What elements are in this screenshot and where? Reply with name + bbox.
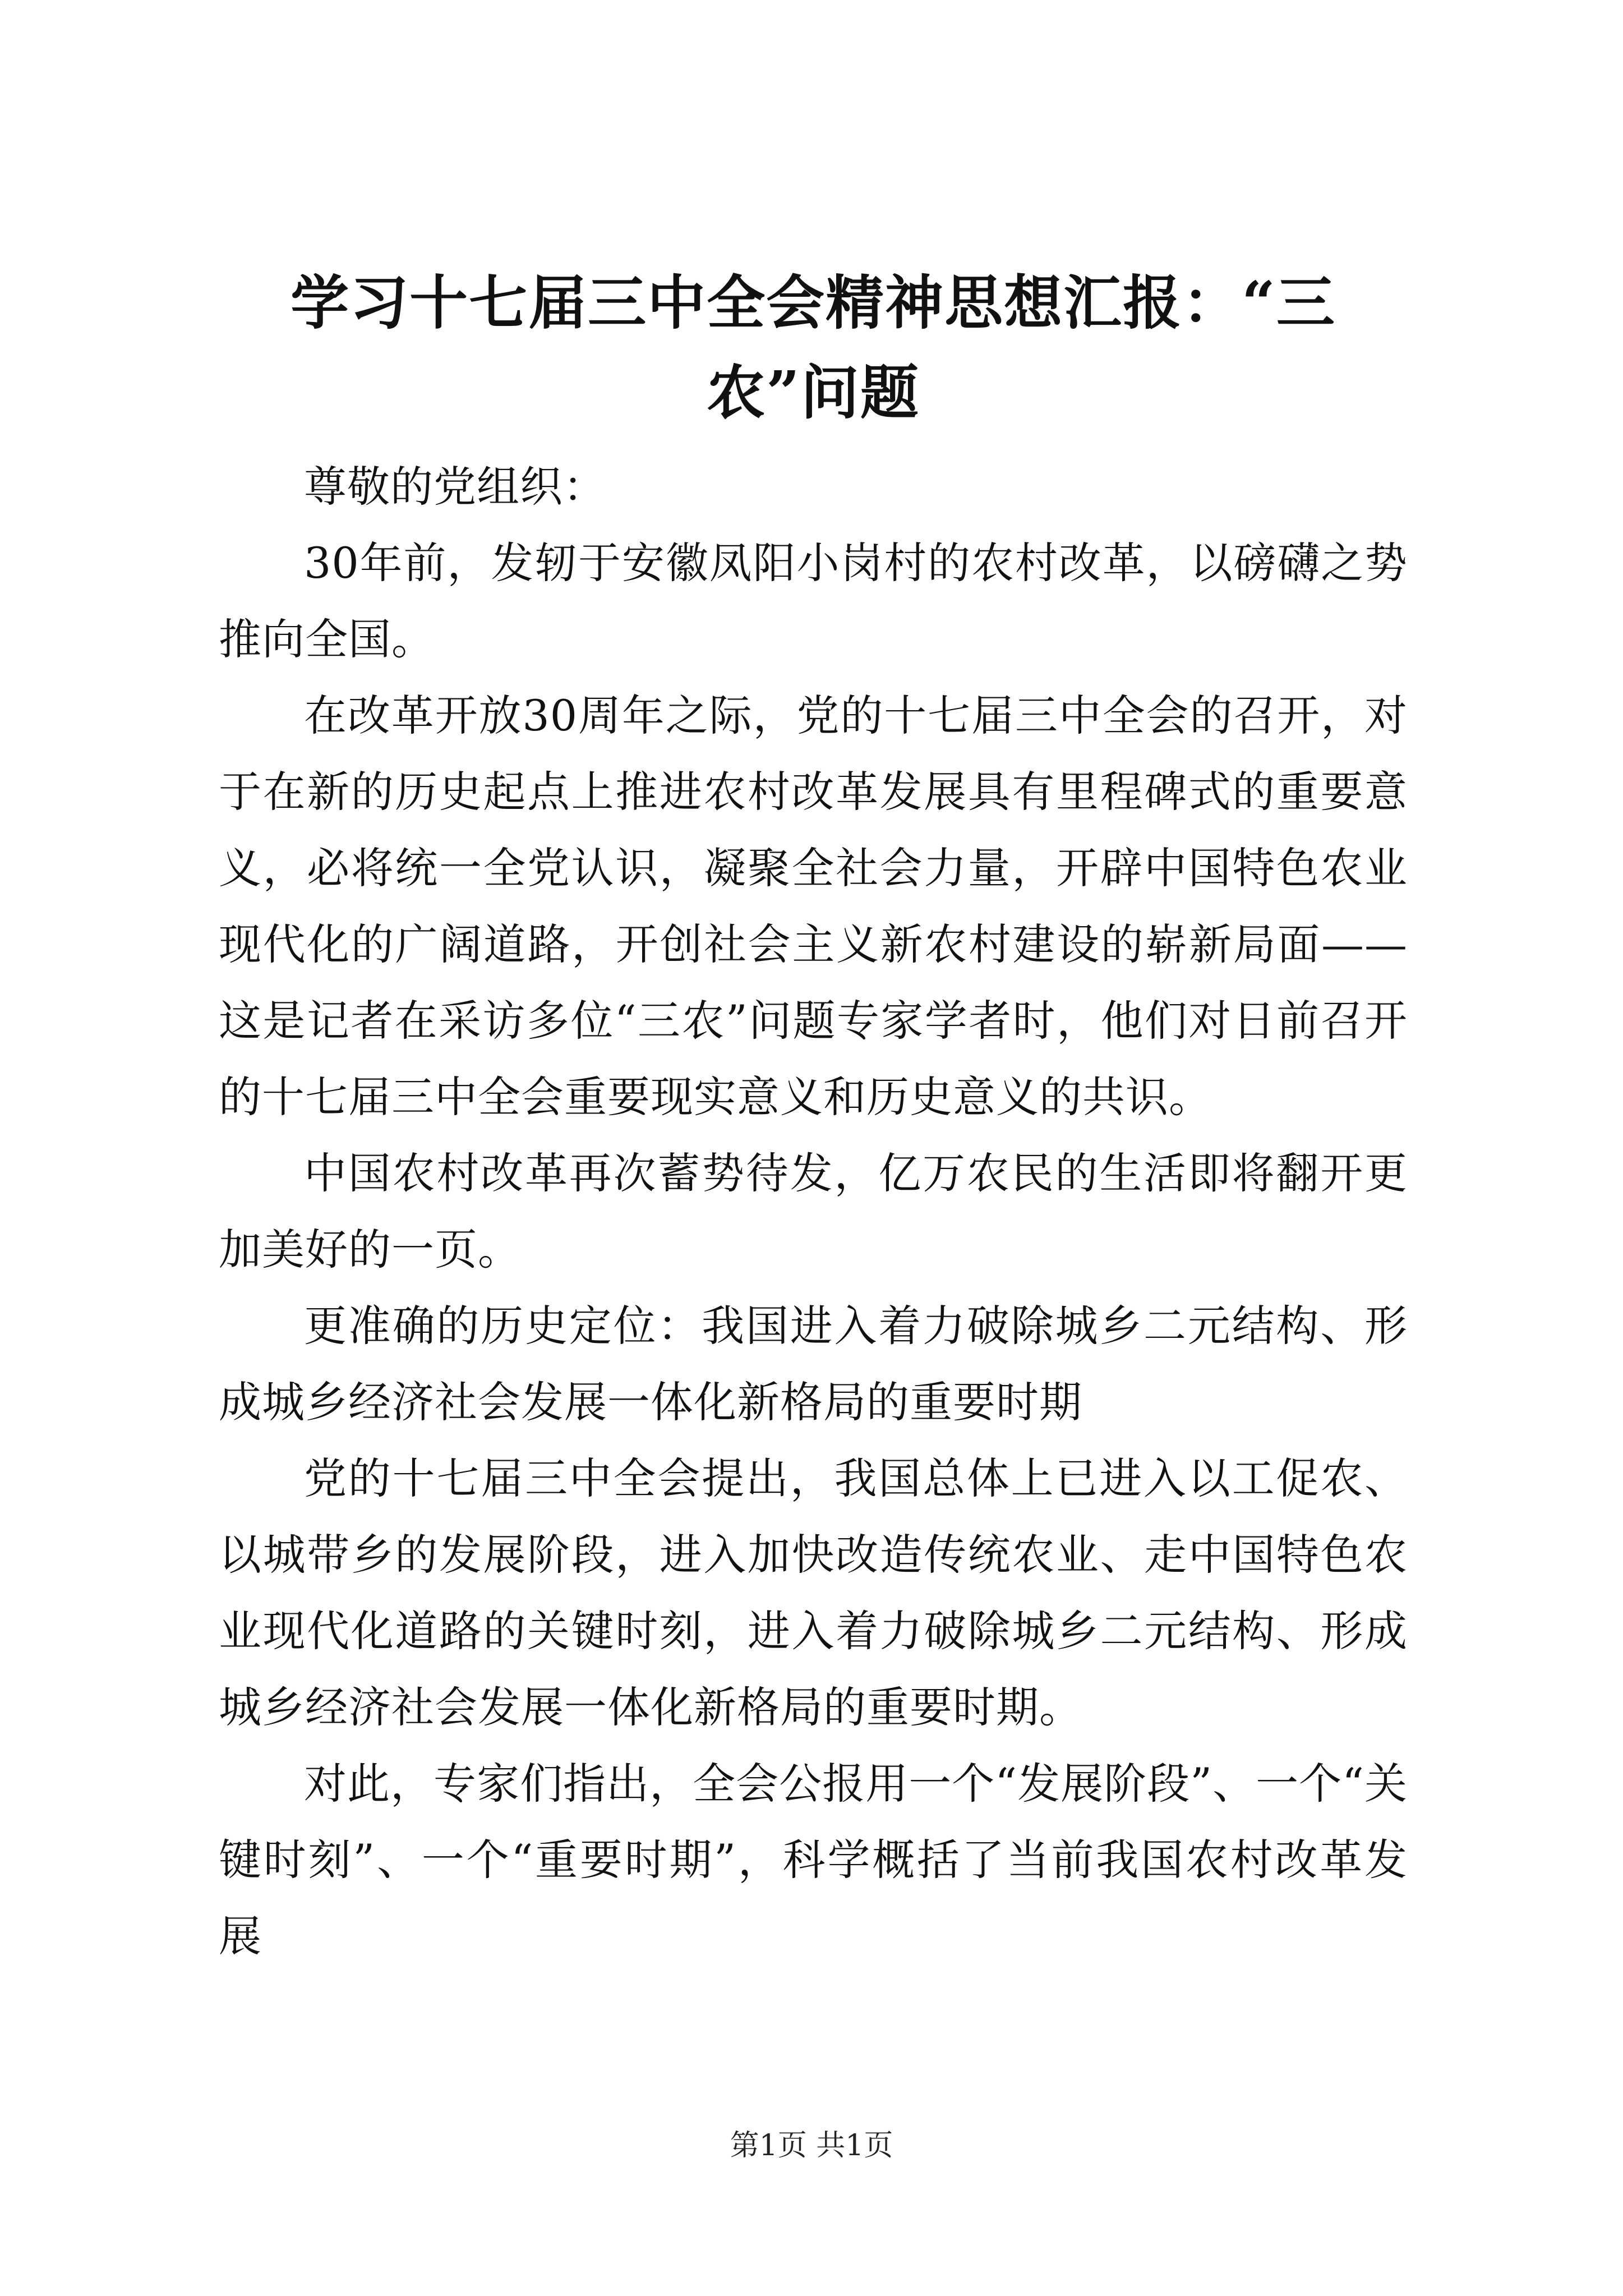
document-body [219, 449, 1408, 1975]
paragraph: 对此，专家们指出，全会公报用一个“发展阶段”、一个“关键时刻”、一个“重要时期”，科学概括了当前我国农村改革发展 [219, 1759, 1408, 1961]
paragraph: 30年前，发轫于安徽凤阳小岗村的农村改革，以磅礴之势推向全国。 [219, 538, 1408, 664]
document-title: 学习十七届三中全会精神思想汇报：“三农”问题 [291, 268, 1336, 427]
paragraph: 中国农村改革再次蓄势待发，亿万农民的生活即将翻开更加美好的一页。 [219, 1148, 1408, 1274]
paragraph: 在改革开放30周年之际，党的十七届三中全会的召开，对于在新的历史起点上推进农村改革发展具有里程碑式的重要意义，必将统一全党认识，凝聚全社会力量，开辟中国特色农业现代化的广阔道路，开创社会主义新农村建设的崭新局面——这是记者在采访多位“三农”问题专家学者时，他们对日前召开的十七届三中全会重要现实意义和历史意义的共识。 [219, 691, 1408, 1122]
paragraph-subheading: 更准确的历史定位：我国进入着力破除城乡二元结构、形成城乡经济社会发展一体化新格局的重要时期 [219, 1301, 1408, 1427]
page-number-footer: 第1页 共1页 [730, 2129, 893, 2162]
paragraph: 党的十七届三中全会提出，我国总体上已进入以工促农、以城带乡的发展阶段，进入加快改造传统农业、走中国特色农业现代化道路的关键时刻，进入着力破除城乡二元结构、形成城乡经济社会发展一体化新格局的重要时期。 [219, 1453, 1408, 1732]
paragraph-salutation: 尊敬的党组织： [304, 462, 606, 512]
